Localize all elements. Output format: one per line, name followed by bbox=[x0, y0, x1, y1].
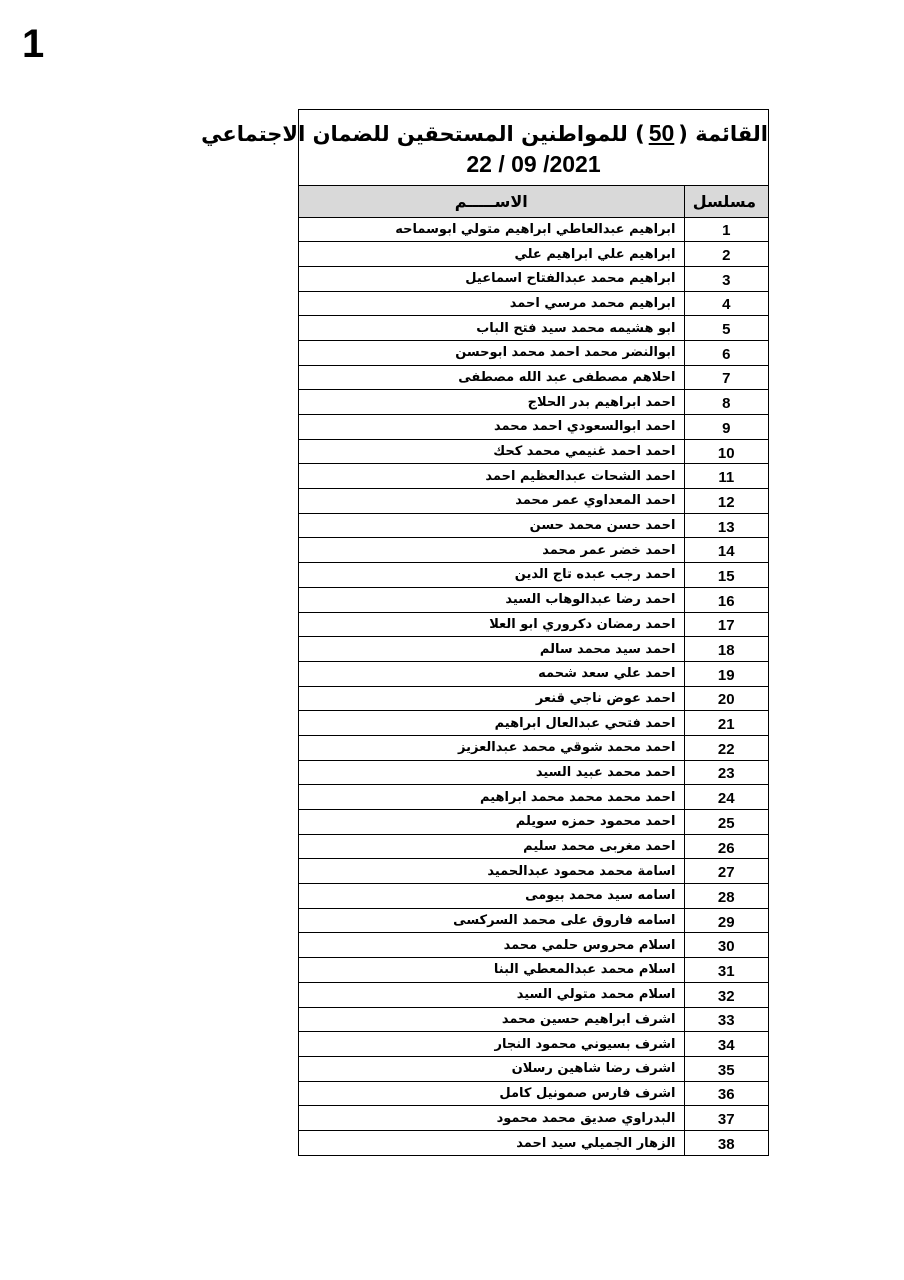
table-row bbox=[299, 242, 768, 267]
name-cell: اسامه سيد محمد بيومى bbox=[299, 884, 684, 909]
table-row bbox=[299, 686, 768, 711]
table-row bbox=[299, 587, 768, 612]
serial-cell: 20 bbox=[684, 686, 768, 711]
list-title bbox=[201, 110, 768, 186]
serial-cell: 18 bbox=[684, 637, 768, 662]
serial-cell: 37 bbox=[684, 1106, 768, 1131]
name-cell: احلاهم مصطفى عبد الله مصطفى bbox=[299, 365, 684, 390]
serial-cell: 2 bbox=[684, 242, 768, 267]
name-cell: احمد علي سعد شحمه bbox=[299, 661, 684, 686]
table-row bbox=[299, 982, 768, 1007]
name-cell: ابراهيم محمد مرسي احمد bbox=[299, 291, 684, 316]
serial-cell: 16 bbox=[684, 587, 768, 612]
serial-cell: 36 bbox=[684, 1081, 768, 1106]
table-row bbox=[299, 340, 768, 365]
name-cell: اشرف ابراهيم حسين محمد bbox=[299, 1007, 684, 1032]
table-row bbox=[299, 439, 768, 464]
name-cell: احمد ابراهيم بدر الحلاج bbox=[299, 390, 684, 415]
serial-cell: 3 bbox=[684, 266, 768, 291]
name-cell: احمد محمود حمزه سويلم bbox=[299, 810, 684, 835]
title-suffix: ) للمواطنين المستحقين للضمان الاجتماعي bbox=[201, 122, 645, 146]
name-cell: اشرف رضا شاهين رسلان bbox=[299, 1056, 684, 1081]
table-row bbox=[299, 958, 768, 983]
name-cell: احمد رجب عبده تاج الدين bbox=[299, 563, 684, 588]
table-row bbox=[299, 464, 768, 489]
serial-cell: 32 bbox=[684, 982, 768, 1007]
name-cell: اسلام محمد متولي السيد bbox=[299, 982, 684, 1007]
table-row bbox=[299, 810, 768, 835]
serial-cell: 1 bbox=[684, 217, 768, 242]
table-row bbox=[299, 661, 768, 686]
table-row bbox=[299, 908, 768, 933]
table-row bbox=[299, 1106, 768, 1131]
serial-cell: 31 bbox=[684, 958, 768, 983]
serial-cell: 5 bbox=[684, 316, 768, 341]
serial-cell: 30 bbox=[684, 933, 768, 958]
name-cell: احمد رضا عبدالوهاب السيد bbox=[299, 587, 684, 612]
name-cell: احمد المعداوي عمر محمد bbox=[299, 489, 684, 514]
table-row bbox=[299, 612, 768, 637]
serial-cell: 4 bbox=[684, 291, 768, 316]
table-row bbox=[299, 1056, 768, 1081]
name-cell: البدراوي صديق محمد محمود bbox=[299, 1106, 684, 1131]
serial-cell: 26 bbox=[684, 834, 768, 859]
table-row bbox=[299, 1130, 768, 1155]
name-cell: ابراهيم محمد عبدالفتاح اسماعيل bbox=[299, 266, 684, 291]
table-row bbox=[299, 1081, 768, 1106]
beneficiaries-list bbox=[201, 109, 769, 1156]
serial-cell: 6 bbox=[684, 340, 768, 365]
table-row bbox=[299, 415, 768, 440]
table-row bbox=[299, 316, 768, 341]
table-row bbox=[299, 637, 768, 662]
table-row bbox=[299, 1032, 768, 1057]
name-cell: احمد رمضان دكروري ابو العلا bbox=[299, 612, 684, 637]
serial-cell: 34 bbox=[684, 1032, 768, 1057]
table-row bbox=[299, 365, 768, 390]
name-cell: احمد سيد محمد سالم bbox=[299, 637, 684, 662]
table-row bbox=[299, 711, 768, 736]
table-row bbox=[299, 266, 768, 291]
name-cell: اشرف بسيوني محمود النجار bbox=[299, 1032, 684, 1057]
serial-cell: 21 bbox=[684, 711, 768, 736]
title-line bbox=[201, 118, 768, 149]
table-row bbox=[299, 735, 768, 760]
serial-cell: 27 bbox=[684, 859, 768, 884]
table-row bbox=[299, 513, 768, 538]
serial-cell: 9 bbox=[684, 415, 768, 440]
name-cell: ابوالنضر محمد احمد محمد ابوحسن bbox=[299, 340, 684, 365]
table-row bbox=[299, 538, 768, 563]
name-cell: احمد مغربى محمد سليم bbox=[299, 834, 684, 859]
names-table bbox=[299, 186, 768, 1155]
name-cell: احمد ابوالسعودي احمد محمد bbox=[299, 415, 684, 440]
name-cell: اشرف فارس صمونيل كامل bbox=[299, 1081, 684, 1106]
serial-cell: 19 bbox=[684, 661, 768, 686]
list-number: 50 bbox=[648, 120, 675, 146]
serial-cell: 33 bbox=[684, 1007, 768, 1032]
page-number: 1 bbox=[22, 22, 45, 66]
name-cell: احمد محمد عبيد السيد bbox=[299, 760, 684, 785]
serial-cell: 23 bbox=[684, 760, 768, 785]
table-header-row bbox=[299, 186, 768, 217]
name-cell: احمد محمد شوقي محمد عبدالعزيز bbox=[299, 735, 684, 760]
name-cell: اسامه فاروق على محمد السركسى bbox=[299, 908, 684, 933]
serial-cell: 38 bbox=[684, 1130, 768, 1155]
name-cell: الزهار الجميلي سيد احمد bbox=[516, 1135, 676, 1151]
table-row bbox=[299, 291, 768, 316]
name-cell: ابراهيم علي ابراهيم علي bbox=[299, 242, 684, 267]
name-header: الاســـــم bbox=[299, 186, 684, 217]
serial-cell: 13 bbox=[684, 513, 768, 538]
name-cell: احمد الشحات عبدالعظيم احمد bbox=[299, 464, 684, 489]
table-row bbox=[299, 217, 768, 242]
table-body bbox=[299, 217, 768, 1155]
table-row bbox=[299, 884, 768, 909]
title-prefix: القائمة ( bbox=[678, 122, 768, 146]
serial-cell: 24 bbox=[684, 785, 768, 810]
serial-cell: 12 bbox=[684, 489, 768, 514]
serial-cell: 7 bbox=[684, 365, 768, 390]
list-date: 22 / 09 /2021 bbox=[466, 151, 601, 177]
serial-cell: 17 bbox=[684, 612, 768, 637]
name-cell: ابو هشيمه محمد سيد فتح الباب bbox=[299, 316, 684, 341]
serial-cell: 35 bbox=[684, 1056, 768, 1081]
name-cell: احمد حسن محمد حسن bbox=[299, 513, 684, 538]
table-row bbox=[299, 859, 768, 884]
serial-cell: 11 bbox=[684, 464, 768, 489]
table-row bbox=[299, 834, 768, 859]
name-cell: احمد فتحي عبدالعال ابراهيم bbox=[299, 711, 684, 736]
serial-cell: 29 bbox=[684, 908, 768, 933]
table-row bbox=[299, 1007, 768, 1032]
table-row bbox=[299, 563, 768, 588]
serial-cell: 22 bbox=[684, 735, 768, 760]
table-row bbox=[299, 489, 768, 514]
table-row bbox=[299, 760, 768, 785]
table-row bbox=[299, 933, 768, 958]
name-cell: احمد عوض ناجي قنعر bbox=[299, 686, 684, 711]
table-row bbox=[299, 390, 768, 415]
name-cell: ابراهيم عبدالعاطي ابراهيم متولي ابوسماحه bbox=[299, 217, 684, 242]
name-cell: احمد محمد محمد محمد ابراهيم bbox=[299, 785, 684, 810]
serial-cell: 8 bbox=[684, 390, 768, 415]
name-cell: اسلام محروس حلمي محمد bbox=[299, 933, 684, 958]
serial-header: مسلسل bbox=[684, 186, 768, 217]
serial-cell: 14 bbox=[684, 538, 768, 563]
name-cell: احمد احمد غنيمي محمد كحك bbox=[299, 439, 684, 464]
serial-cell: 15 bbox=[684, 563, 768, 588]
serial-cell: 10 bbox=[684, 439, 768, 464]
name-cell: احمد خضر عمر محمد bbox=[299, 538, 684, 563]
serial-cell: 25 bbox=[684, 810, 768, 835]
name-cell: اسامة محمد محمود عبدالحميد bbox=[299, 859, 684, 884]
name-cell: اسلام محمد عبدالمعطي البنا bbox=[299, 958, 684, 983]
serial-cell: 28 bbox=[684, 884, 768, 909]
table-row bbox=[299, 785, 768, 810]
